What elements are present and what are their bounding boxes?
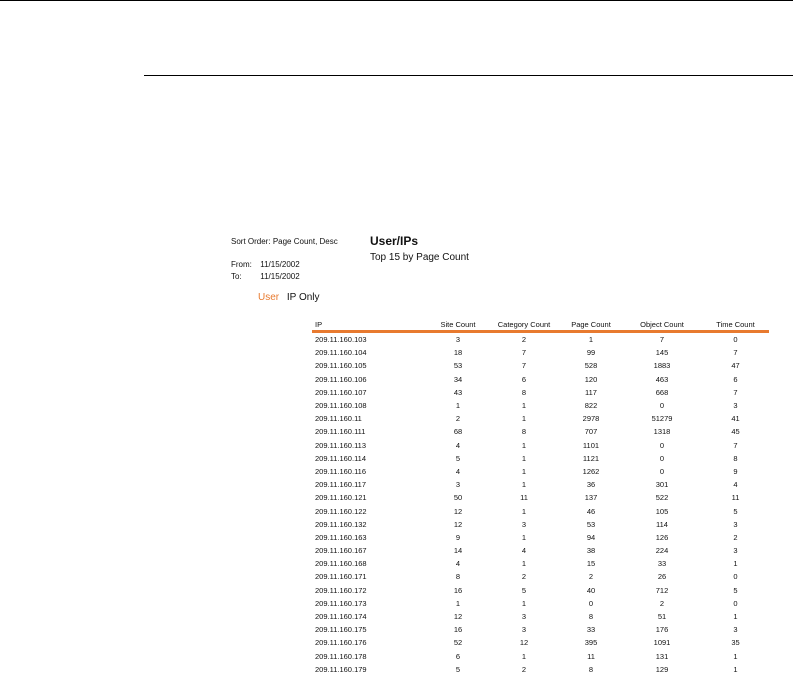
- table-row: [312, 597, 769, 610]
- site-count-cell: 50: [453, 493, 463, 503]
- column-header-category-count: Category Count: [488, 318, 560, 332]
- page-count-cell: 395: [584, 638, 598, 648]
- table-body: [312, 332, 769, 676]
- category-count-cell: 1: [521, 414, 527, 424]
- object-count-cell: 176: [655, 625, 669, 635]
- page-count-cell: 46: [586, 506, 596, 516]
- time-count-cell: 1: [733, 664, 738, 674]
- category-count-cell: 1: [521, 401, 527, 411]
- category-count-cell: 1: [521, 506, 527, 516]
- table-row: [312, 465, 769, 478]
- time-count-cell: 0: [733, 572, 738, 582]
- page-count-cell: 707: [584, 427, 598, 437]
- site-count-cell: 12: [453, 506, 463, 516]
- ip-cell: 209.11.160.132: [315, 519, 367, 529]
- table-row: [312, 346, 769, 359]
- ip-cell: 209.11.160.174: [315, 612, 367, 622]
- site-count-cell: 16: [453, 585, 463, 595]
- ip-cell: 209.11.160.116: [315, 466, 367, 476]
- site-count-cell: 14: [453, 546, 463, 556]
- site-count-cell: 18: [453, 348, 463, 358]
- table-row: [312, 439, 769, 452]
- column-header-object-count: Object Count: [622, 318, 702, 332]
- page-count-cell: 40: [586, 585, 596, 595]
- page-count-cell: 1121: [582, 453, 600, 463]
- object-count-cell: 131: [655, 651, 669, 661]
- object-count-cell: 668: [655, 387, 669, 397]
- page-count-cell: 528: [584, 361, 598, 371]
- table-row: [312, 557, 769, 570]
- category-count-cell: 5: [521, 585, 527, 595]
- object-count-cell: 114: [656, 519, 668, 529]
- time-count-cell: 0: [733, 598, 738, 608]
- category-count-cell: 12: [519, 638, 529, 648]
- table-row: [312, 478, 769, 491]
- object-count-cell: 1318: [653, 427, 671, 437]
- report-title: User/IPs: [370, 234, 419, 248]
- site-count-cell: 52: [453, 638, 463, 648]
- column-header-site-count: Site Count: [428, 318, 488, 332]
- category-count-cell: 8: [521, 387, 527, 397]
- ip-cell: 209.11.160.176: [315, 638, 367, 648]
- ip-cell: 209.11.160.172: [315, 585, 367, 595]
- time-count-cell: 5: [733, 506, 738, 516]
- column-header-ip: IP: [312, 318, 428, 332]
- time-count-cell: 11: [731, 493, 740, 503]
- page-count-cell: 1262: [582, 466, 600, 476]
- object-count-cell: 0: [659, 466, 665, 476]
- date-to-label: To:: [231, 272, 242, 281]
- report-subtitle: Top 15 by Page Count: [370, 252, 469, 263]
- ip-cell: 209.11.160.104: [315, 348, 367, 358]
- ip-cell: 209.11.160.107: [315, 387, 367, 397]
- ip-cell: 209.11.160.163: [315, 532, 367, 542]
- date-to: [231, 272, 300, 281]
- ip-cell: 209.11.160.105: [315, 361, 367, 371]
- page-count-cell: 11: [587, 651, 595, 661]
- table-row: [312, 636, 769, 649]
- time-count-cell: 3: [733, 519, 738, 529]
- object-count-cell: 224: [655, 546, 669, 556]
- date-from: [231, 260, 300, 269]
- site-count-cell: 53: [453, 361, 463, 371]
- page-count-cell: 99: [586, 348, 596, 358]
- header-divider: [144, 75, 793, 76]
- object-count-cell: 145: [655, 348, 669, 358]
- page-count-cell: 137: [584, 493, 598, 503]
- object-count-cell: 301: [655, 480, 669, 490]
- time-count-cell: 47: [731, 361, 740, 371]
- sort-order: [231, 237, 338, 246]
- time-count-cell: 41: [731, 414, 740, 424]
- object-count-cell: 51279: [651, 414, 673, 424]
- site-count-cell: 4: [455, 559, 461, 569]
- table-row: [312, 518, 769, 531]
- category-count-cell: 2: [521, 335, 527, 345]
- ip-cell: 209.11.160.106: [315, 374, 367, 384]
- page-count-cell: 38: [586, 546, 596, 556]
- ip-cell: 209.11.160.103: [315, 335, 367, 345]
- page-count-cell: 1101: [582, 440, 600, 450]
- table-row: [312, 610, 769, 623]
- object-count-cell: 126: [655, 532, 669, 542]
- object-count-cell: 712: [655, 585, 669, 595]
- site-count-cell: 5: [455, 664, 461, 674]
- page-count-cell: 120: [584, 374, 598, 384]
- site-count-cell: 34: [453, 374, 463, 384]
- site-count-cell: 5: [455, 453, 461, 463]
- site-count-cell: 8: [455, 572, 461, 582]
- ip-cell: 209.11.160.179: [315, 664, 367, 674]
- object-count-cell: 51: [657, 612, 667, 622]
- site-count-cell: 1: [455, 598, 461, 608]
- tab-user[interactable]: User: [258, 292, 280, 303]
- table-row: [312, 531, 769, 544]
- ip-cell: 209.11.160.108: [315, 401, 367, 411]
- site-count-cell: 3: [455, 480, 461, 490]
- ip-cell: 209.11.160.167: [315, 546, 367, 556]
- object-count-cell: 0: [659, 401, 665, 411]
- ip-cell: 209.11.160.113: [315, 440, 367, 450]
- table-row: [312, 386, 769, 399]
- sort-order-value: Page Count, Desc: [272, 237, 338, 246]
- site-count-cell: 43: [453, 387, 463, 397]
- page-count-cell: 33: [586, 625, 596, 635]
- table-row: [312, 584, 769, 597]
- page-count-cell: 53: [586, 519, 596, 529]
- site-count-cell: 16: [453, 625, 463, 635]
- category-count-cell: 8: [521, 427, 527, 437]
- category-count-cell: 6: [521, 374, 527, 384]
- site-count-cell: 12: [453, 612, 463, 622]
- category-count-cell: 1: [521, 453, 527, 463]
- object-count-cell: 522: [655, 493, 669, 503]
- time-count-cell: 3: [733, 546, 738, 556]
- table-row: [312, 425, 769, 438]
- page-count-cell: 1: [588, 335, 594, 345]
- object-count-cell: 2: [659, 598, 665, 608]
- date-from-label: From:: [231, 260, 252, 269]
- user-ips-table: [312, 318, 769, 676]
- page-count-cell: 2978: [582, 414, 600, 424]
- ip-cell: 209.11.160.168: [315, 559, 367, 569]
- time-count-cell: 5: [733, 585, 738, 595]
- site-count-cell: 9: [455, 532, 461, 542]
- date-to-value: 11/15/2002: [260, 272, 300, 281]
- category-count-cell: 4: [521, 546, 527, 556]
- table-header-row: [312, 318, 769, 332]
- time-count-cell: 9: [733, 466, 738, 476]
- page-count-cell: 8: [588, 664, 594, 674]
- site-count-cell: 4: [455, 466, 461, 476]
- site-count-cell: 68: [453, 427, 463, 437]
- category-count-cell: 1: [521, 651, 527, 661]
- table-row: [312, 663, 769, 676]
- object-count-cell: 463: [655, 374, 669, 384]
- site-count-cell: 3: [455, 335, 461, 345]
- table-row: [312, 570, 769, 583]
- object-count-cell: 33: [657, 559, 667, 569]
- time-count-cell: 7: [733, 440, 738, 450]
- time-count-cell: 1: [733, 559, 738, 569]
- page-count-cell: 8: [588, 612, 594, 622]
- ip-cell: 209.11.160.114: [315, 453, 367, 463]
- page-count-cell: 117: [585, 387, 597, 397]
- ip-cell: 209.11.160.117: [315, 480, 367, 490]
- ip-cell: 209.11.160.122: [315, 506, 367, 516]
- object-count-cell: 1091: [653, 638, 671, 648]
- page-count-cell: 94: [586, 532, 596, 542]
- ip-cell: 209.11.160.121: [315, 493, 367, 503]
- column-header-time-count: Time Count: [702, 318, 769, 332]
- table-row: [312, 452, 769, 465]
- category-count-cell: 1: [521, 440, 527, 450]
- category-count-cell: 3: [521, 519, 527, 529]
- page-count-cell: 822: [584, 401, 598, 411]
- site-count-cell: 12: [453, 519, 463, 529]
- table-row: [312, 504, 769, 517]
- time-count-cell: 8: [733, 453, 738, 463]
- object-count-cell: 0: [659, 440, 665, 450]
- ip-cell: 209.11.160.173: [315, 598, 367, 608]
- time-count-cell: 1: [733, 612, 738, 622]
- object-count-cell: 0: [659, 453, 665, 463]
- top-divider: [0, 0, 793, 1]
- category-count-cell: 3: [521, 612, 527, 622]
- table-row: [312, 491, 769, 504]
- time-count-cell: 3: [733, 625, 738, 635]
- site-count-cell: 2: [455, 414, 461, 424]
- site-count-cell: 4: [455, 440, 461, 450]
- time-count-cell: 7: [733, 387, 738, 397]
- time-count-cell: 4: [733, 480, 738, 490]
- time-count-cell: 35: [731, 638, 740, 648]
- table-row: [312, 373, 769, 386]
- ip-cell: 209.11.160.175: [315, 625, 367, 635]
- time-count-cell: 3: [733, 401, 738, 411]
- category-count-cell: 3: [521, 625, 527, 635]
- category-count-cell: 2: [521, 572, 527, 582]
- tab-ip-only: IP Only: [286, 292, 320, 303]
- object-count-cell: 129: [655, 664, 669, 674]
- time-count-cell: 45: [731, 427, 740, 437]
- date-from-value: 11/15/2002: [260, 260, 300, 269]
- category-count-cell: 1: [521, 532, 527, 542]
- page-count-cell: 0: [588, 598, 594, 608]
- object-count-cell: 105: [655, 506, 669, 516]
- category-count-cell: 1: [521, 598, 527, 608]
- ip-cell: 209.11.160.171: [315, 572, 367, 582]
- category-count-cell: 7: [521, 361, 527, 371]
- table-row: [312, 399, 769, 412]
- view-tabs: [258, 292, 320, 303]
- sort-order-label: Sort Order:: [231, 237, 271, 246]
- table-row: [312, 623, 769, 636]
- time-count-cell: 0: [733, 335, 738, 345]
- object-count-cell: 7: [659, 335, 665, 345]
- ip-cell: 209.11.160.111: [315, 427, 366, 437]
- object-count-cell: 26: [657, 572, 667, 582]
- category-count-cell: 1: [521, 466, 527, 476]
- site-count-cell: 6: [455, 651, 461, 661]
- page-count-cell: 15: [586, 559, 596, 569]
- ip-cell: 209.11.160.11: [315, 414, 362, 424]
- time-count-cell: 6: [733, 374, 738, 384]
- category-count-cell: 1: [521, 559, 527, 569]
- ip-cell: 209.11.160.178: [315, 651, 367, 661]
- time-count-cell: 2: [733, 532, 738, 542]
- category-count-cell: 1: [521, 480, 527, 490]
- time-count-cell: 7: [733, 348, 738, 358]
- page-count-cell: 36: [586, 480, 596, 490]
- category-count-cell: 7: [521, 348, 527, 358]
- category-count-cell: 2: [521, 664, 527, 674]
- table-row: [312, 332, 769, 347]
- page-count-cell: 2: [588, 572, 594, 582]
- table-row: [312, 412, 769, 425]
- time-count-cell: 1: [733, 651, 738, 661]
- category-count-cell: 11: [520, 493, 528, 503]
- object-count-cell: 1883: [653, 361, 671, 371]
- site-count-cell: 1: [455, 401, 461, 411]
- table-row: [312, 650, 769, 663]
- table-row: [312, 359, 769, 372]
- table-row: [312, 544, 769, 557]
- column-header-page-count: Page Count: [560, 318, 622, 332]
- table-header: [312, 318, 769, 332]
